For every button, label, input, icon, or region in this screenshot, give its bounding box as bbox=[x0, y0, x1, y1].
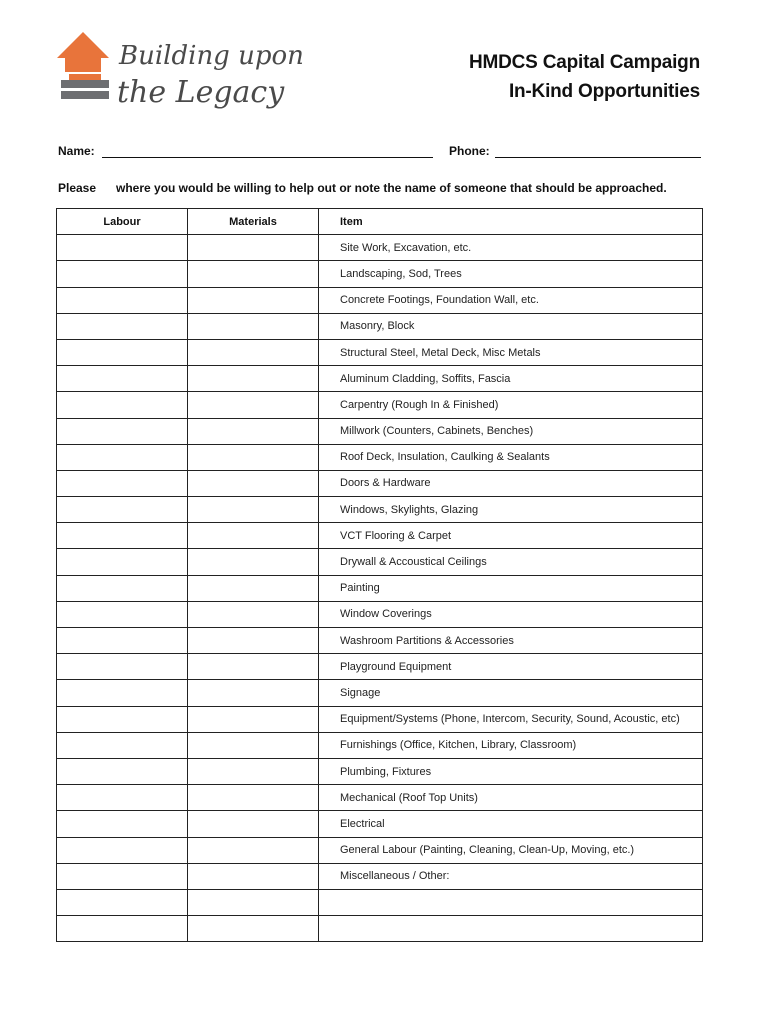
item-cell: Aluminum Cladding, Soffits, Fascia bbox=[319, 366, 703, 392]
labour-cell[interactable] bbox=[57, 654, 188, 680]
roof-shape bbox=[57, 32, 109, 58]
phone-field[interactable] bbox=[495, 157, 701, 158]
labour-cell[interactable] bbox=[57, 680, 188, 706]
materials-cell[interactable] bbox=[188, 287, 319, 313]
table-row bbox=[57, 706, 703, 732]
item-cell: Plumbing, Fixtures bbox=[319, 758, 703, 784]
table-row bbox=[57, 418, 703, 444]
table-row bbox=[57, 628, 703, 654]
item-cell: Site Work, Excavation, etc. bbox=[319, 235, 703, 261]
materials-cell[interactable] bbox=[188, 758, 319, 784]
name-field[interactable] bbox=[102, 157, 433, 158]
materials-cell[interactable] bbox=[188, 549, 319, 575]
labour-cell[interactable] bbox=[57, 706, 188, 732]
item-cell: Painting bbox=[319, 575, 703, 601]
materials-cell[interactable] bbox=[188, 601, 319, 627]
materials-cell[interactable] bbox=[188, 418, 319, 444]
item-cell: Equipment/Systems (Phone, Intercom, Security, Sound, Acoustic, etc) bbox=[319, 706, 703, 732]
labour-cell[interactable] bbox=[57, 889, 188, 915]
item-cell: Carpentry (Rough In & Finished) bbox=[319, 392, 703, 418]
item-cell: Roof Deck, Insulation, Caulking & Sealants bbox=[319, 444, 703, 470]
labour-cell[interactable] bbox=[57, 366, 188, 392]
labour-cell[interactable] bbox=[57, 313, 188, 339]
materials-cell[interactable] bbox=[188, 680, 319, 706]
materials-cell[interactable] bbox=[188, 785, 319, 811]
page-title: HMDCS Capital Campaign bbox=[468, 52, 700, 73]
instruction-please: Please bbox=[58, 181, 97, 195]
item-cell: Furnishings (Office, Kitchen, Library, Classroom) bbox=[319, 732, 703, 758]
table-row bbox=[57, 863, 703, 889]
table-row bbox=[57, 811, 703, 837]
labour-cell[interactable] bbox=[57, 549, 188, 575]
labour-cell[interactable] bbox=[57, 837, 188, 863]
materials-cell[interactable] bbox=[188, 732, 319, 758]
instruction-text: where you would be willing to help out or note the name of someone that should be approached. bbox=[116, 181, 667, 195]
table-row bbox=[57, 366, 703, 392]
item-cell: Window Coverings bbox=[319, 601, 703, 627]
item-cell: VCT Flooring & Carpet bbox=[319, 523, 703, 549]
labour-cell[interactable] bbox=[57, 863, 188, 889]
table-row bbox=[57, 837, 703, 863]
labour-cell[interactable] bbox=[57, 497, 188, 523]
labour-cell[interactable] bbox=[57, 339, 188, 365]
materials-cell[interactable] bbox=[188, 366, 319, 392]
phone-label: Phone: bbox=[449, 144, 490, 158]
table-body bbox=[57, 235, 703, 942]
table-header-row bbox=[57, 209, 703, 235]
labour-cell[interactable] bbox=[57, 287, 188, 313]
item-cell: Landscaping, Sod, Trees bbox=[319, 261, 703, 287]
labour-cell[interactable] bbox=[57, 575, 188, 601]
item-cell: Concrete Footings, Foundation Wall, etc. bbox=[319, 287, 703, 313]
item-cell: Mechanical (Roof Top Units) bbox=[319, 785, 703, 811]
table-row bbox=[57, 392, 703, 418]
labour-cell[interactable] bbox=[57, 523, 188, 549]
table-row bbox=[57, 470, 703, 496]
foundation-bar bbox=[61, 91, 109, 99]
item-cell: Structural Steel, Metal Deck, Misc Metals bbox=[319, 339, 703, 365]
table-row bbox=[57, 313, 703, 339]
logo-text-line2: the Legacy bbox=[117, 75, 285, 110]
table-row bbox=[57, 287, 703, 313]
name-label: Name: bbox=[58, 144, 95, 158]
page-subtitle: In-Kind Opportunities bbox=[508, 81, 700, 102]
contact-fields bbox=[58, 144, 703, 160]
materials-cell[interactable] bbox=[188, 392, 319, 418]
item-cell: Playground Equipment bbox=[319, 654, 703, 680]
table-row bbox=[57, 758, 703, 784]
foundation-bar bbox=[61, 80, 109, 88]
table-row bbox=[57, 497, 703, 523]
item-cell: Electrical bbox=[319, 811, 703, 837]
labour-cell[interactable] bbox=[57, 261, 188, 287]
materials-cell[interactable] bbox=[188, 889, 319, 915]
item-cell bbox=[319, 916, 703, 942]
labour-cell[interactable] bbox=[57, 811, 188, 837]
labour-cell[interactable] bbox=[57, 444, 188, 470]
brick-block bbox=[69, 74, 101, 80]
materials-cell[interactable] bbox=[188, 706, 319, 732]
materials-cell[interactable] bbox=[188, 523, 319, 549]
in-kind-table bbox=[56, 208, 703, 942]
table-row bbox=[57, 339, 703, 365]
table-row bbox=[57, 523, 703, 549]
labour-cell[interactable] bbox=[57, 418, 188, 444]
header-item: Item bbox=[319, 209, 703, 235]
item-cell: Millwork (Counters, Cabinets, Benches) bbox=[319, 418, 703, 444]
item-cell: Windows, Skylights, Glazing bbox=[319, 497, 703, 523]
table-row bbox=[57, 785, 703, 811]
table-row bbox=[57, 261, 703, 287]
labour-cell[interactable] bbox=[57, 628, 188, 654]
item-cell: Signage bbox=[319, 680, 703, 706]
materials-cell[interactable] bbox=[188, 261, 319, 287]
table-row bbox=[57, 889, 703, 915]
header-materials: Materials bbox=[188, 209, 319, 235]
table-row bbox=[57, 549, 703, 575]
materials-cell[interactable] bbox=[188, 654, 319, 680]
table-row bbox=[57, 680, 703, 706]
table-row bbox=[57, 916, 703, 942]
header-labour: Labour bbox=[57, 209, 188, 235]
item-cell: Miscellaneous / Other: bbox=[319, 863, 703, 889]
item-cell: General Labour (Painting, Cleaning, Clean-Up, Moving, etc.) bbox=[319, 837, 703, 863]
labour-cell[interactable] bbox=[57, 235, 188, 261]
materials-cell[interactable] bbox=[188, 470, 319, 496]
labour-cell[interactable] bbox=[57, 758, 188, 784]
labour-cell[interactable] bbox=[57, 601, 188, 627]
materials-cell[interactable] bbox=[188, 235, 319, 261]
title-block bbox=[469, 48, 700, 106]
table-row bbox=[57, 601, 703, 627]
item-cell: Drywall & Accoustical Ceilings bbox=[319, 549, 703, 575]
table-row bbox=[57, 575, 703, 601]
materials-cell[interactable] bbox=[188, 916, 319, 942]
table-row bbox=[57, 444, 703, 470]
materials-cell[interactable] bbox=[188, 863, 319, 889]
labour-cell[interactable] bbox=[57, 732, 188, 758]
labour-cell[interactable] bbox=[57, 470, 188, 496]
materials-cell[interactable] bbox=[188, 837, 319, 863]
brick-block bbox=[65, 58, 101, 72]
building-upon-the-legacy-logo bbox=[55, 30, 304, 116]
logo-text-line1: Building upon bbox=[119, 41, 304, 71]
materials-cell[interactable] bbox=[188, 811, 319, 837]
labour-cell[interactable] bbox=[57, 785, 188, 811]
item-cell bbox=[319, 889, 703, 915]
table-row bbox=[57, 654, 703, 680]
item-cell: Washroom Partitions & Accessories bbox=[319, 628, 703, 654]
labour-cell[interactable] bbox=[57, 916, 188, 942]
materials-cell[interactable] bbox=[188, 628, 319, 654]
table-row bbox=[57, 732, 703, 758]
materials-cell[interactable] bbox=[188, 339, 319, 365]
item-cell: Doors & Hardware bbox=[319, 470, 703, 496]
materials-cell[interactable] bbox=[188, 313, 319, 339]
labour-cell[interactable] bbox=[57, 392, 188, 418]
materials-cell[interactable] bbox=[188, 575, 319, 601]
materials-cell[interactable] bbox=[188, 497, 319, 523]
materials-cell[interactable] bbox=[188, 444, 319, 470]
item-cell: Masonry, Block bbox=[319, 313, 703, 339]
table-row bbox=[57, 235, 703, 261]
